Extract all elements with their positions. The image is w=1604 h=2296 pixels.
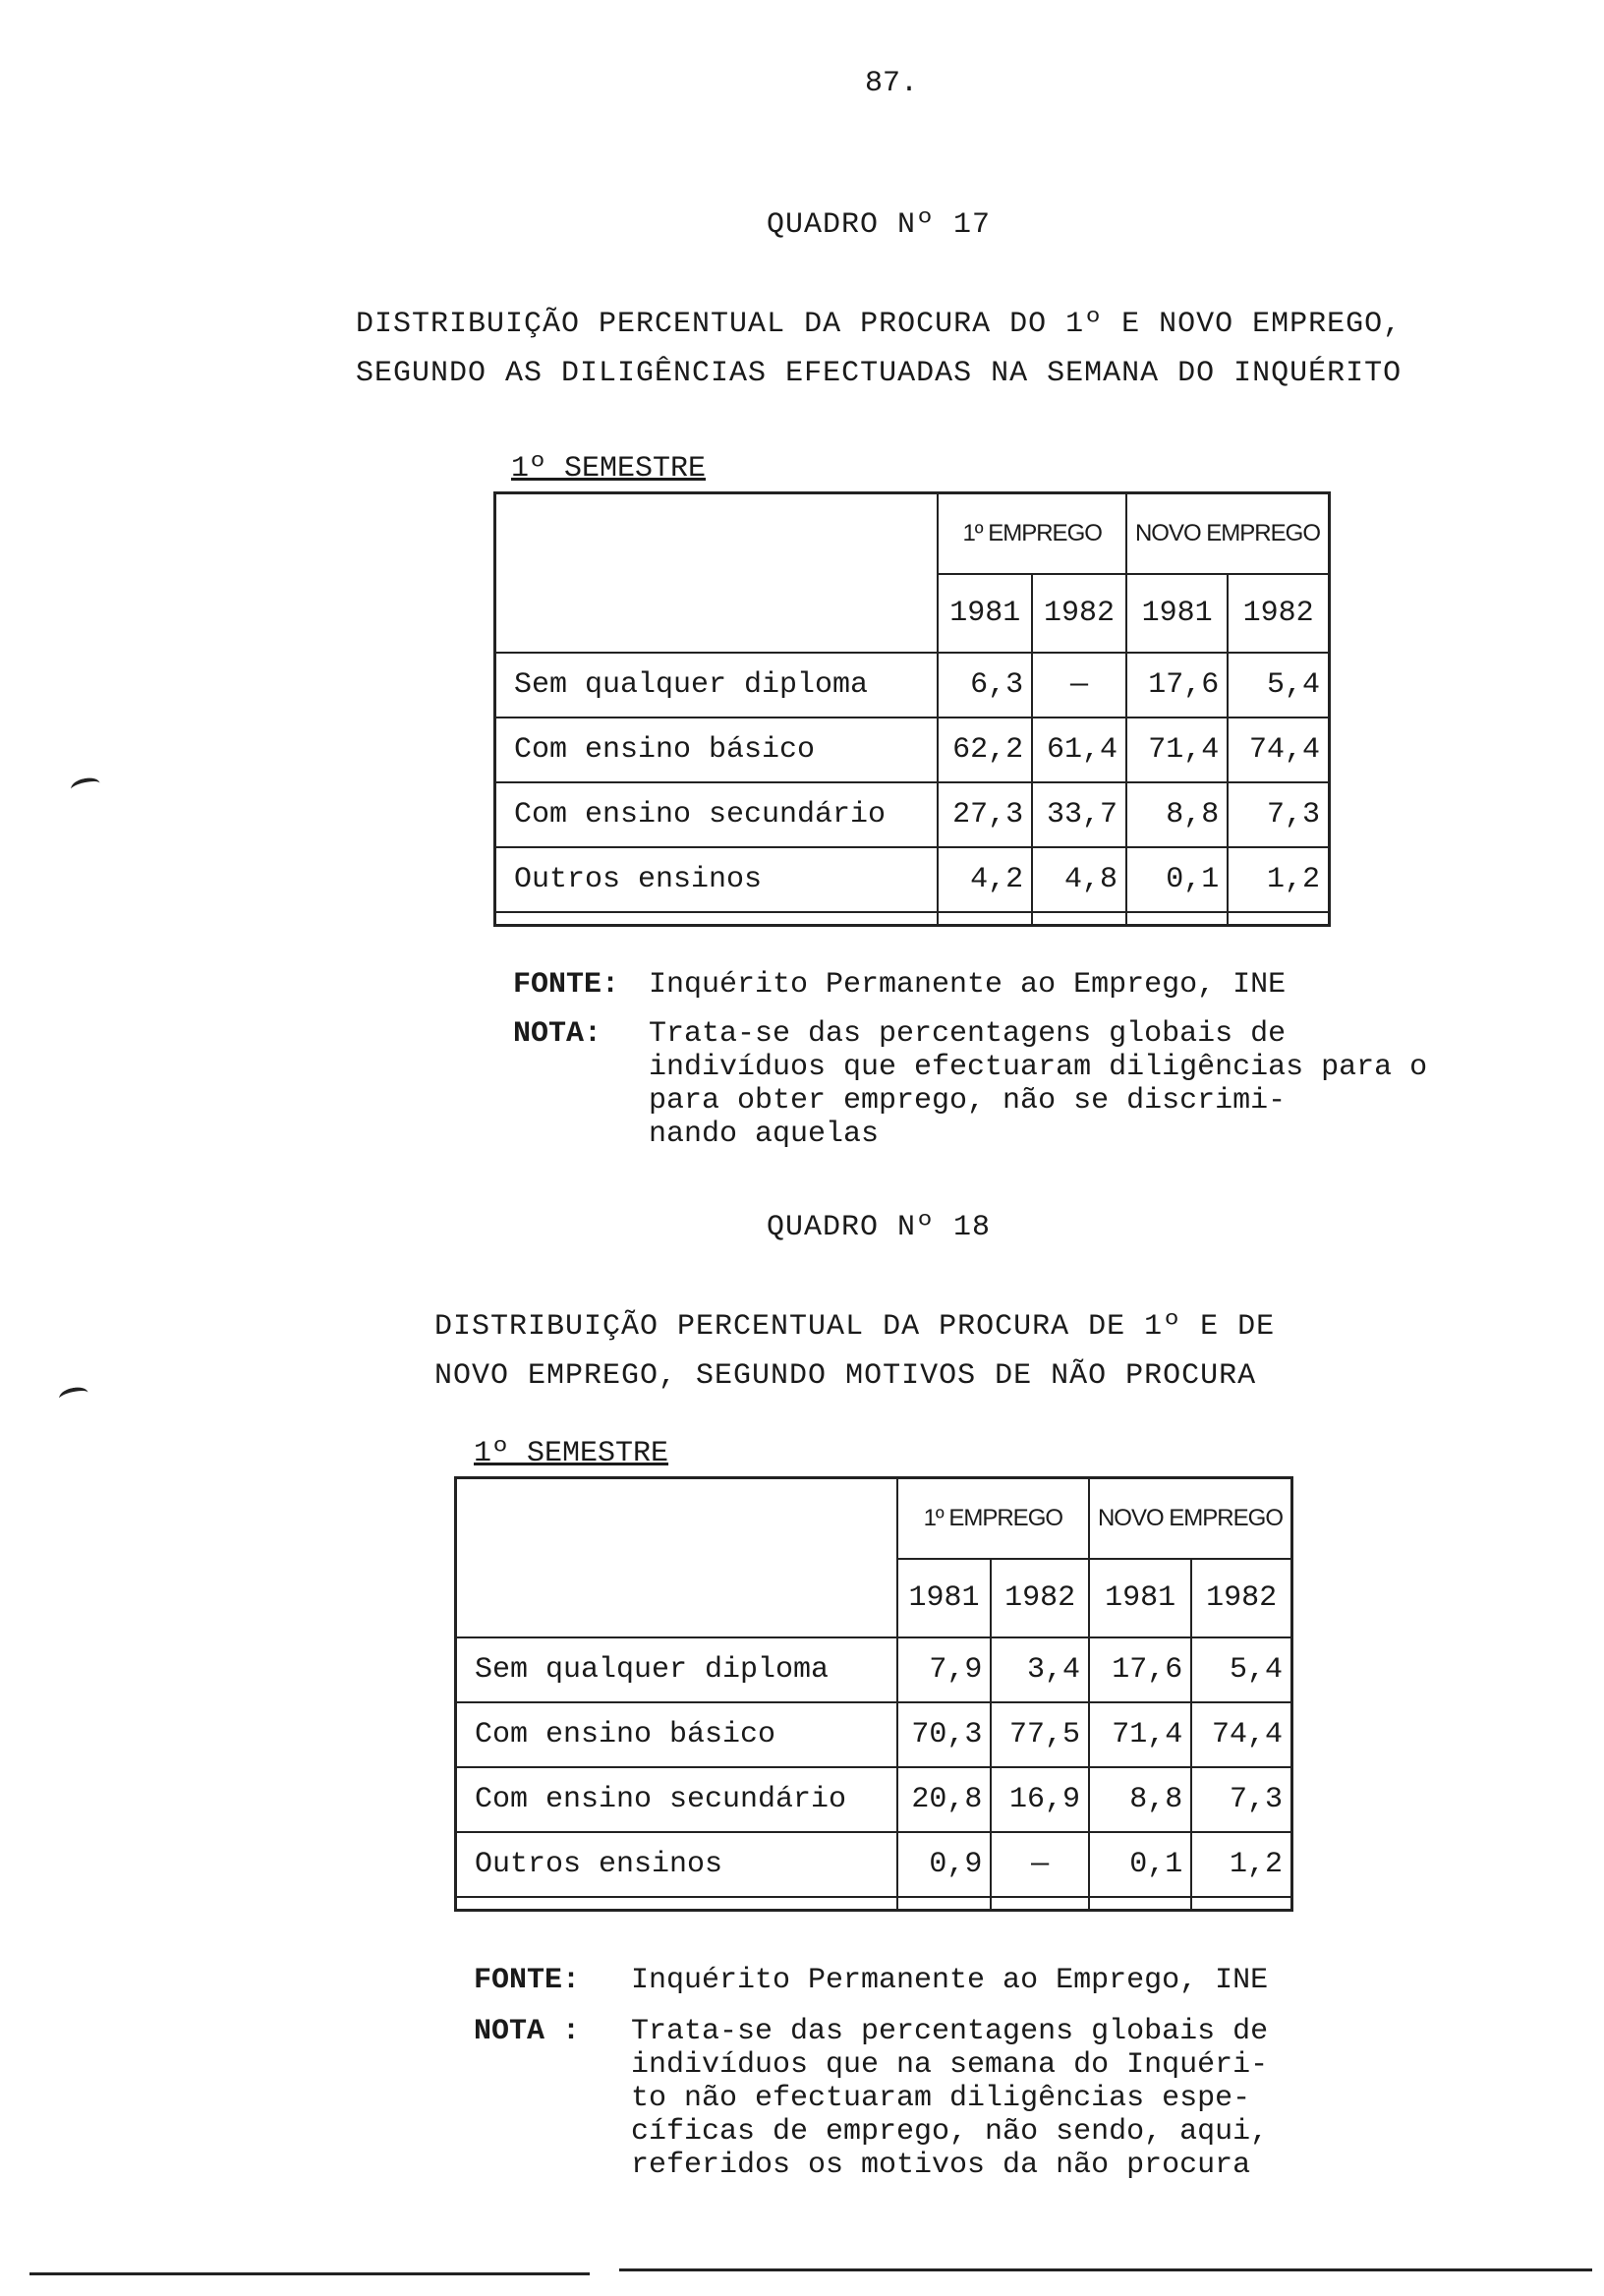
table-cell: 74,4 <box>1191 1702 1291 1767</box>
quadro-17-table <box>493 491 1331 927</box>
table-cell: — <box>991 1832 1089 1897</box>
table-cell: 5,4 <box>1191 1637 1291 1702</box>
table-cell: 0,9 <box>897 1832 992 1897</box>
table-cell: 7,3 <box>1228 782 1329 847</box>
nota-line: indivíduos que efectuaram diligências para o <box>649 1051 1428 1084</box>
quadro-18-heading-line1: DISTRIBUIÇÃO PERCENTUAL DA PROCURA DE 1º E DE <box>434 1310 1276 1344</box>
quadro-17-fonte-text: Inquérito Permanente ao Emprego, INE <box>649 968 1287 1002</box>
table-row <box>495 782 1330 847</box>
table-row <box>456 1702 1292 1767</box>
table-group-header-row <box>495 493 1330 574</box>
binder-mark <box>58 1385 90 1406</box>
table-cell: 33,7 <box>1032 782 1126 847</box>
table-row <box>456 1767 1292 1832</box>
table-cell: 4,8 <box>1032 847 1126 912</box>
nota-line: para obter emprego, não se discrimi- <box>649 1084 1287 1118</box>
row-label: Sem qualquer diploma <box>456 1637 897 1702</box>
group-header-1o-emprego: 1º EMPREGO <box>897 1478 1089 1559</box>
table-row <box>456 1637 1292 1702</box>
nota-line: Trata-se das percentagens globais de <box>649 1017 1287 1051</box>
row-label: Com ensino secundário <box>495 782 939 847</box>
nota-line: Trata-se das percentagens globais de <box>631 2015 1269 2048</box>
quadro-18-semestre: 1º SEMESTRE <box>474 1437 669 1470</box>
table-cell: 17,6 <box>1126 653 1228 718</box>
quadro-18-table <box>454 1476 1293 1912</box>
quadro-18-heading-line2: NOVO EMPREGO, SEGUNDO MOTIVOS DE NÃO PROCURA <box>434 1359 1257 1393</box>
nota-line: indivíduos que na semana do Inquéri- <box>631 2048 1269 2082</box>
nota-line: cíficas de emprego, não sendo, aqui, <box>631 2115 1269 2149</box>
table-row <box>456 1832 1292 1897</box>
quadro-17-heading-line2: SEGUNDO AS DILIGÊNCIAS EFECTUADAS NA SEMANA DO INQUÉRITO <box>356 357 1403 390</box>
table-cell: 71,4 <box>1089 1702 1191 1767</box>
quadro-18-fonte-text: Inquérito Permanente ao Emprego, INE <box>631 1964 1269 1997</box>
year-header: 1981 <box>938 574 1032 653</box>
quadro-17-semestre: 1º SEMESTRE <box>511 452 707 486</box>
quadro-18-title: QUADRO Nº 18 <box>767 1211 992 1244</box>
table-cell: 3,4 <box>991 1637 1089 1702</box>
year-header: 1982 <box>1191 1559 1291 1637</box>
quadro-18-nota-text <box>631 2015 1268 2182</box>
table-cell: 16,9 <box>991 1767 1089 1832</box>
quadro-17-title: QUADRO Nº 17 <box>767 208 992 242</box>
nota-line: nando aquelas <box>649 1118 880 1151</box>
table-cell: 61,4 <box>1032 718 1126 782</box>
table-group-header-row <box>456 1478 1292 1559</box>
year-header: 1982 <box>991 1559 1089 1637</box>
table-corner-cell <box>456 1478 897 1637</box>
table-cell: 20,8 <box>897 1767 992 1832</box>
row-label: Sem qualquer diploma <box>495 653 939 718</box>
row-label: Com ensino básico <box>495 718 939 782</box>
table-cell: 74,4 <box>1228 718 1329 782</box>
table-row <box>495 653 1330 718</box>
nota-line: referidos os motivos da não procura <box>631 2149 1251 2182</box>
quadro-17-nota-label: NOTA: <box>513 1017 602 1051</box>
table-cell: 0,1 <box>1126 847 1228 912</box>
year-header: 1981 <box>1089 1559 1191 1637</box>
table-row <box>495 718 1330 782</box>
table-cell: 5,4 <box>1228 653 1329 718</box>
table-cell: 4,2 <box>938 847 1032 912</box>
year-header: 1982 <box>1032 574 1126 653</box>
table-cell: 8,8 <box>1126 782 1228 847</box>
table-cell: — <box>1032 653 1126 718</box>
group-header-1o-emprego: 1º EMPREGO <box>938 493 1126 574</box>
group-header-novo-emprego: NOVO EMPREGO <box>1126 493 1330 574</box>
quadro-18-nota-label: NOTA : <box>474 2015 581 2048</box>
year-header: 1981 <box>897 1559 992 1637</box>
table-cell: 0,1 <box>1089 1832 1191 1897</box>
table-cell: 8,8 <box>1089 1767 1191 1832</box>
bottom-rule-right <box>619 2268 1592 2271</box>
table-cell: 62,2 <box>938 718 1032 782</box>
table-cell: 7,9 <box>897 1637 992 1702</box>
page-number: 87. <box>865 67 919 100</box>
table-cell: 1,2 <box>1191 1832 1291 1897</box>
table-cell: 77,5 <box>991 1702 1089 1767</box>
table-cell: 6,3 <box>938 653 1032 718</box>
row-label: Outros ensinos <box>495 847 939 912</box>
quadro-17-fonte-label: FONTE: <box>513 968 620 1002</box>
row-label: Outros ensinos <box>456 1832 897 1897</box>
binder-mark <box>70 775 102 797</box>
quadro-18-fonte-label: FONTE: <box>474 1964 581 1997</box>
row-label: Com ensino secundário <box>456 1767 897 1832</box>
group-header-novo-emprego: NOVO EMPREGO <box>1089 1478 1292 1559</box>
table-cell: 17,6 <box>1089 1637 1191 1702</box>
table-cell: 7,3 <box>1191 1767 1291 1832</box>
quadro-17-nota-text <box>649 1017 1427 1151</box>
table-cell: 27,3 <box>938 782 1032 847</box>
nota-line: to não efectuaram diligências espe- <box>631 2082 1251 2115</box>
year-header: 1982 <box>1228 574 1329 653</box>
table-cell: 70,3 <box>897 1702 992 1767</box>
table-corner-cell <box>495 493 939 653</box>
table-bottom-rule-row <box>456 1897 1292 1911</box>
table-row <box>495 847 1330 912</box>
quadro-17-heading-line1: DISTRIBUIÇÃO PERCENTUAL DA PROCURA DO 1º E NOVO EMPREGO, <box>356 308 1403 341</box>
table-cell: 71,4 <box>1126 718 1228 782</box>
table-cell: 1,2 <box>1228 847 1329 912</box>
table-bottom-rule-row <box>495 912 1330 926</box>
row-label: Com ensino básico <box>456 1702 897 1767</box>
year-header: 1981 <box>1126 574 1228 653</box>
bottom-rule-left <box>29 2272 590 2275</box>
